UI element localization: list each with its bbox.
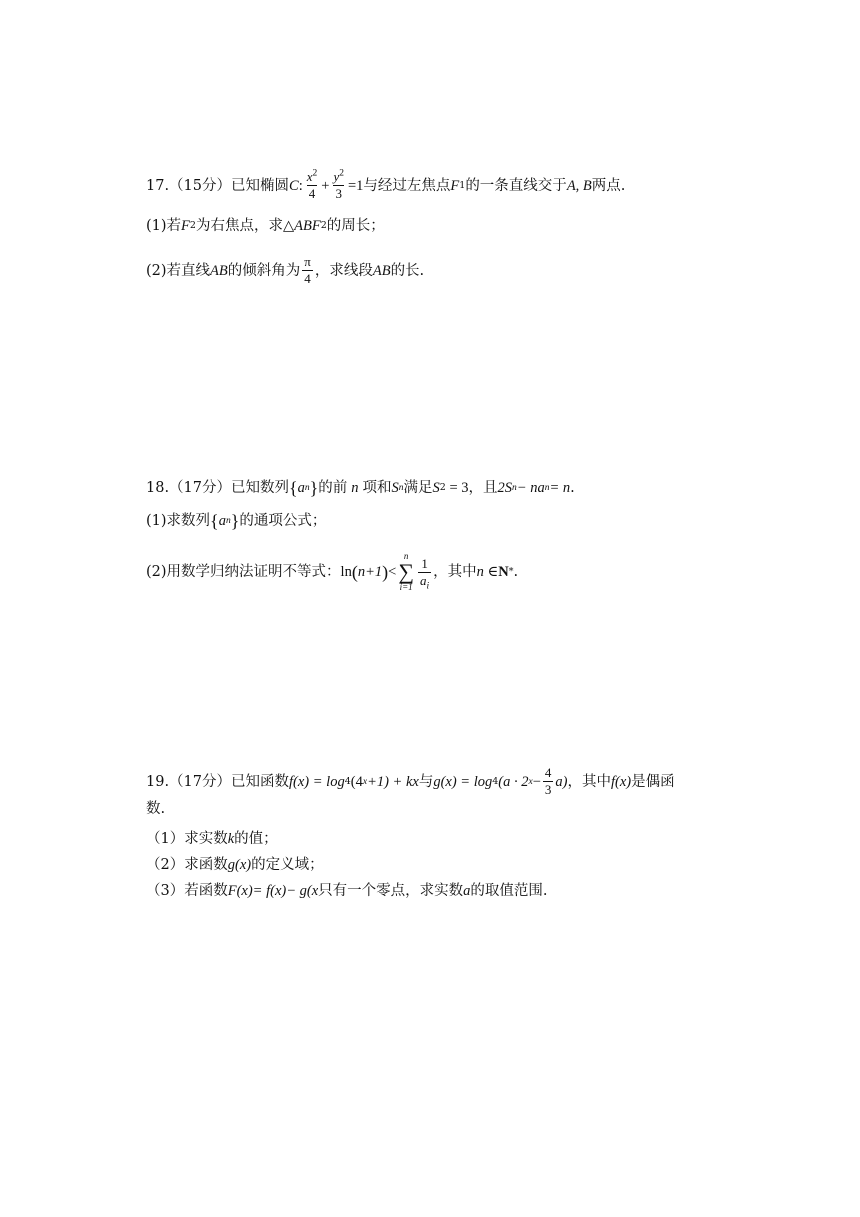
q18-part1: (1)求数列 { a n } 的通项公式； xyxy=(146,511,327,531)
frac-y2-3: $\frac{y^2}{3}$ xyxy=(333,168,344,201)
q19-part1: （1）求实数 k 的值； xyxy=(146,831,278,847)
frac-x2-4: $\frac{x^2}{4}$ xyxy=(306,168,318,201)
q17-head: 17.（15分）已知椭圆 xyxy=(146,177,290,194)
q18-stem: 18.（17分）已知数列 { a n } 的前 n 项和 S n 满足 S 2 = 3 ，且 2S n − na n = n . xyxy=(146,478,575,498)
frac-1-ai: $\frac{1}{a_i}$ xyxy=(420,555,430,592)
q17-part2: (2)若直线 AB 的倾斜角为 $\frac{\pi}{4}$ ，求线段 AB 的长. xyxy=(146,254,425,286)
q19-part3: （3）若函数 F(x)= f(x)− g(x 只有一个零点，求实数 a 的取值范围. xyxy=(146,883,548,899)
q17-stem: 17.（15分）已知椭圆 C : $\frac{x^2}{4}$ + $\frac{y^2}{3}$ = 1 与经过左焦点 F 1 的一条直线交于 A, B 两点. xyxy=(146,168,626,201)
q17-part1: (1)若 F 2 为右焦点，求 △ABF 2 的周长； xyxy=(146,218,385,234)
frac-pi-4: $\frac{\pi}{4}$ xyxy=(304,254,311,286)
q19-stem: 19.（17分）已知函数 f(x) = log 4 (4 x +1) + kx 与 g(x) = log 4 (a · 2 x − $\frac{4}{3}$ a) ，其中 f(x) 是偶函 xyxy=(146,765,675,797)
frac-4-3: $\frac{4}{3}$ xyxy=(544,765,552,797)
ellipse-name: C xyxy=(289,177,299,194)
summation: n ∑ i=1 xyxy=(398,551,414,592)
q19-part2: （2）求函数 g(x) 的定义域； xyxy=(146,857,324,873)
q19-wrap: 数. xyxy=(146,801,166,817)
q18-part2: (2)用数学归纳法证明不等式： ln ( n+1 ) < n ∑ i=1 $\frac{1}{a_i}$ ，其中 n ∈ N * . xyxy=(146,551,519,592)
